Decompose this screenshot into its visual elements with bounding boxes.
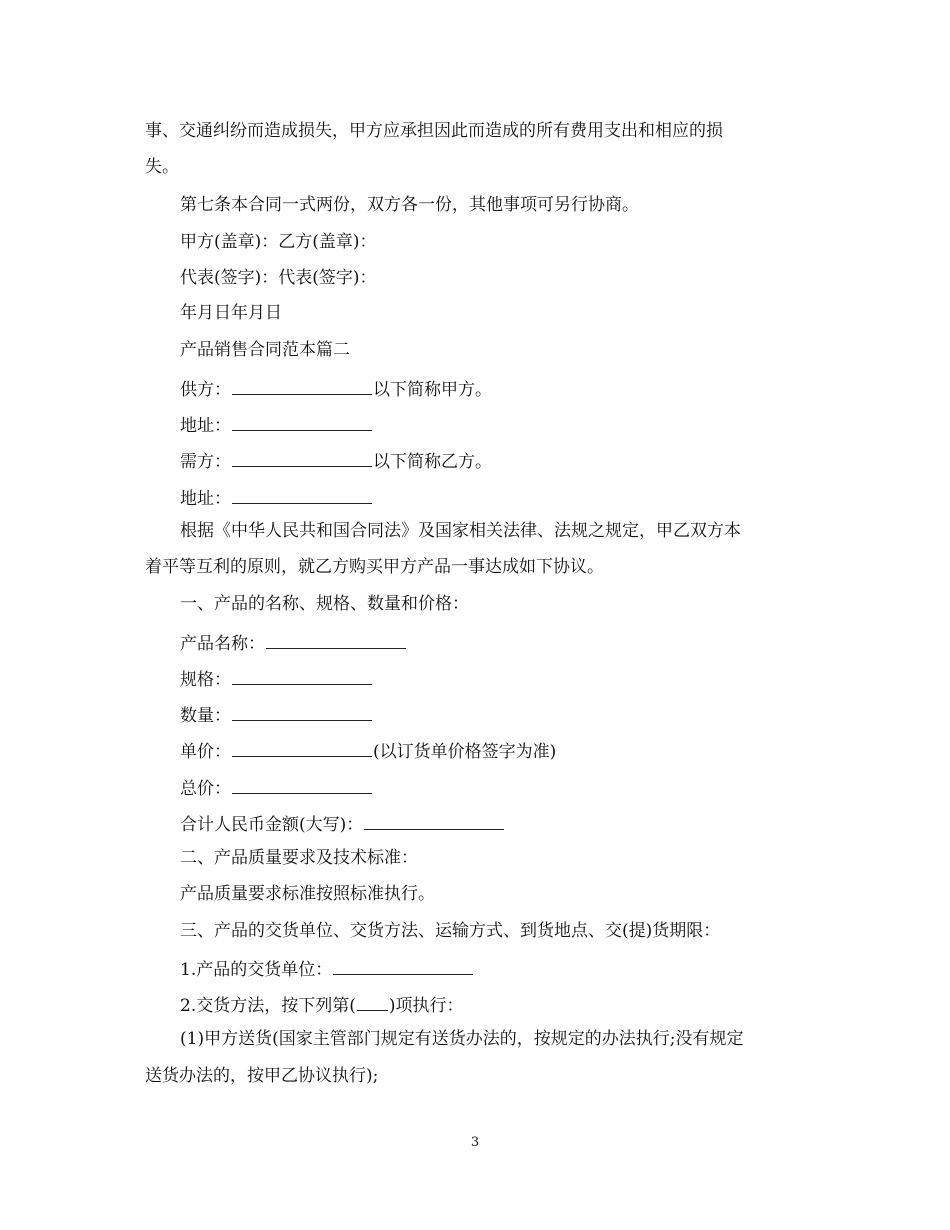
article-seven-line: 第七条本合同一式两份，双方各一份，其他事项可另行协商。 bbox=[180, 195, 639, 215]
seal-line: 甲方(盖章)：乙方(盖章)： bbox=[180, 232, 377, 252]
date-line: 年月日年月日 bbox=[180, 303, 282, 323]
supplier-line bbox=[180, 377, 492, 400]
quantity-line bbox=[180, 703, 373, 726]
page-number: 3 bbox=[470, 1135, 480, 1150]
buyer-blank bbox=[232, 449, 372, 467]
specification-blank bbox=[232, 667, 372, 685]
delivery-unit-label: 1.产品的交货单位： bbox=[180, 960, 333, 980]
paragraph-line: 根据《中华人民共和国合同法》及国家相关法律、法规之规定，甲乙双方本 bbox=[180, 521, 741, 541]
amount-in-words-blank bbox=[364, 812, 504, 830]
paragraph-line: 失。 bbox=[145, 157, 179, 177]
supplier-address-line bbox=[180, 413, 373, 436]
buyer-label: 需方： bbox=[180, 452, 231, 472]
paragraph-line: (1)甲方送货(国家主管部门规定有送货办法的，按规定的办法执行;没有规定 bbox=[180, 1029, 744, 1049]
paragraph-line: 着平等互利的原则，就乙方购买甲方产品一事达成如下协议。 bbox=[145, 557, 604, 577]
supplier-label: 供方： bbox=[180, 380, 231, 400]
clause-heading: 一、产品的名称、规格、数量和价格： bbox=[180, 594, 469, 614]
address-blank bbox=[232, 486, 372, 504]
address-blank bbox=[232, 413, 372, 431]
delivery-unit-blank bbox=[333, 957, 473, 975]
supplier-suffix: 以下简称甲方。 bbox=[373, 380, 492, 400]
buyer-line bbox=[180, 449, 492, 472]
delivery-method-line bbox=[180, 993, 464, 1016]
delivery-method-suffix: )项执行： bbox=[388, 996, 464, 1016]
specification-label: 规格： bbox=[180, 670, 231, 690]
clause-heading: 三、产品的交货单位、交货方法、运输方式、到货地点、交(提)货期限： bbox=[180, 921, 721, 941]
unit-price-blank bbox=[232, 739, 372, 757]
supplier-blank bbox=[232, 377, 372, 395]
quantity-label: 数量： bbox=[180, 706, 231, 726]
address-label: 地址： bbox=[180, 489, 231, 509]
delivery-method-prefix: 2.交货方法，按下列第( bbox=[180, 996, 356, 1016]
unit-price-note: (以订货单价格签字为准) bbox=[373, 742, 557, 762]
address-label: 地址： bbox=[180, 416, 231, 436]
paragraph-line: 事、交通纠纷而造成损失，甲方应承担因此而造成的所有费用支出和相应的损 bbox=[145, 121, 723, 141]
total-price-line bbox=[180, 776, 373, 799]
product-name-label: 产品名称： bbox=[180, 634, 265, 654]
paragraph-line: 产品质量要求标准按照标准执行。 bbox=[180, 884, 435, 904]
delivery-unit-line bbox=[180, 957, 474, 980]
signature-line: 代表(签字)：代表(签字)： bbox=[180, 268, 377, 288]
section-title: 产品销售合同范本篇二 bbox=[180, 340, 350, 360]
total-price-label: 总价： bbox=[180, 779, 231, 799]
buyer-address-line bbox=[180, 486, 373, 509]
quantity-blank bbox=[232, 703, 372, 721]
paragraph-line: 送货办法的，按甲乙协议执行); bbox=[145, 1066, 379, 1086]
specification-line bbox=[180, 667, 373, 690]
delivery-method-blank bbox=[357, 993, 388, 1011]
buyer-suffix: 以下简称乙方。 bbox=[373, 452, 492, 472]
clause-heading: 二、产品质量要求及技术标准： bbox=[180, 848, 418, 868]
product-name-line bbox=[180, 631, 407, 654]
unit-price-label: 单价： bbox=[180, 742, 231, 762]
amount-in-words-line bbox=[180, 812, 505, 835]
total-price-blank bbox=[232, 776, 372, 794]
product-name-blank bbox=[266, 631, 406, 649]
amount-in-words-label: 合计人民币金额(大写)： bbox=[180, 815, 364, 835]
unit-price-line bbox=[180, 739, 556, 762]
